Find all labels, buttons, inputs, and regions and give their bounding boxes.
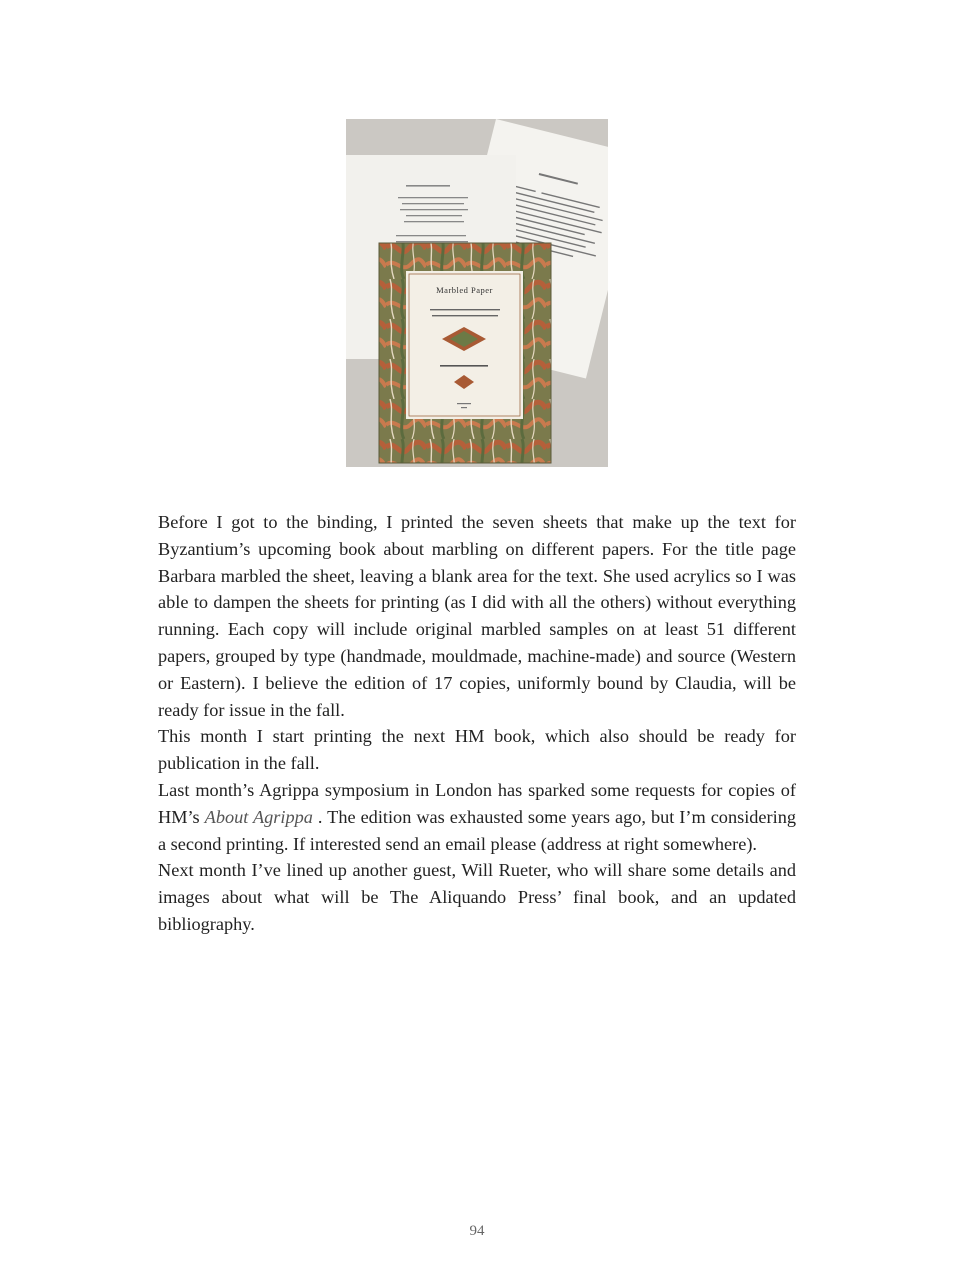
body-text xyxy=(158,509,796,938)
paragraph-agrippa-before: Last month’s Agrippa symposium in London has sparked some requests for copies of HM’s xyxy=(158,779,796,827)
page-number: 94 xyxy=(469,1223,485,1239)
paragraph-next-book: This month I start printing the next HM book, which also should be ready for publication in the fall. xyxy=(158,726,796,774)
paragraph-next-guest: Next month I’ve lined up another guest, Will Rueter, who will share some details and images about what will be The Aliquando Press’ final book, and an updated bibliography. xyxy=(158,860,796,934)
cover-title: Marbled Paper xyxy=(436,285,493,295)
book-photograph xyxy=(346,119,608,467)
paragraph-binding: Before I got to the binding, I printed the seven sheets that make up the text for Byzantium’s upcoming book about marbling on different papers. For the title page Barbara marbled the sheet, leaving a blank area for the text. She used acrylics so I was able to dampen the sheets for printing (as I did with all the others) without everything running. Each copy will include original marbled samples on at least 51 different papers, grouped by type (handmade, mouldmade, machine-made) and source (Western or Eastern). I believe the edition of 17 copies, uniformly bound by Claudia, will be ready for issue in the fall. xyxy=(158,512,796,720)
book-title-about-agrippa: About Agrippa xyxy=(204,806,313,827)
paragraph-agrippa xyxy=(158,777,796,857)
paragraph-agrippa-after: . The edition was exhausted some years ago, but I’m considering a second printing. If interested send an email please (address at right somewhere). xyxy=(158,806,796,854)
